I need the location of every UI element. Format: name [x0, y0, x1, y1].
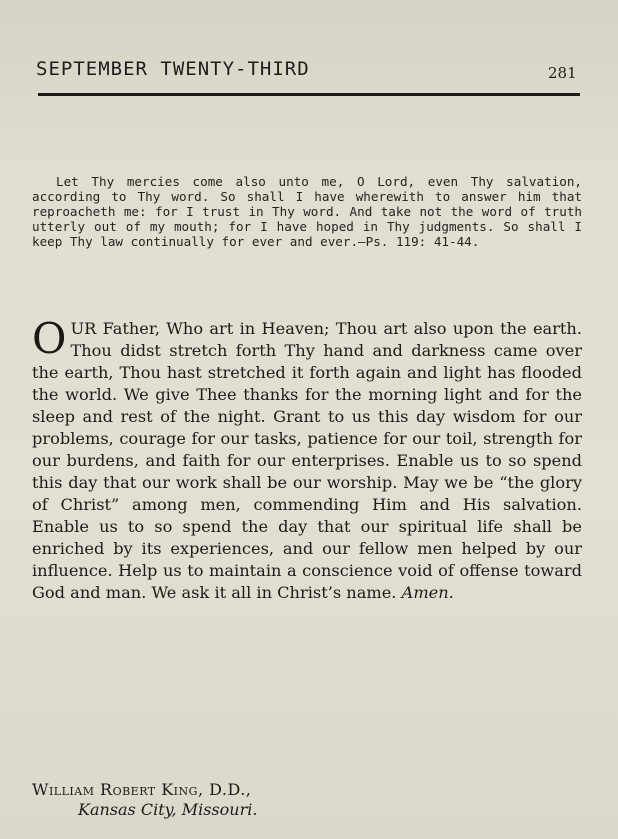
prayer-body: UR Father, Who art in Heaven; Thou art also upon the earth. Thou didst stretch forth Thy hand and darkness came over the earth, Thou hast stretched it forth again and light has flooded the world. We give Thee thanks for the morning light and for the sleep and rest of the night. Grant to us this day wisdom for our problems, courage for our tasks, patience for our toil, strength for our burdens, and faith for our enterprises. Enable us to so spend this day that our work shall be our worship. May we be “the glory of Christ” among men, commending Him and His salvation. Enable us to so spend the day that our spiritual life shall be enriched by its experiences, and our fellow men helped by our influence. Help us to maintain a conscience void of offense toward God and man. We ask it all in Christ’s name.	[32, 319, 582, 602]
prayer-text	[32, 314, 582, 604]
scripture-passage: Let Thy mercies come also unto me, O Lord, even Thy salvation, according to Thy word. So shall I have wherewith to answer him that reproacheth me: for I trust in Thy word. And take not the word of truth utterly out of my mouth; for I have hoped in Thy judgments. So shall I keep Thy law continually for ever and ever.—Ps. 119: 41-44.	[32, 174, 582, 249]
author-location: Kansas City, Missouri.	[78, 800, 258, 819]
header-rule	[38, 93, 580, 96]
author-signature	[32, 780, 257, 820]
page-title: SEPTEMBER TWENTY-THIRD	[36, 58, 310, 80]
drop-cap: O	[32, 314, 67, 363]
author-name: William Robert King, D.D.,	[32, 780, 252, 799]
prayer-closing: Amen.	[401, 583, 454, 602]
page-number: 281	[548, 64, 577, 82]
